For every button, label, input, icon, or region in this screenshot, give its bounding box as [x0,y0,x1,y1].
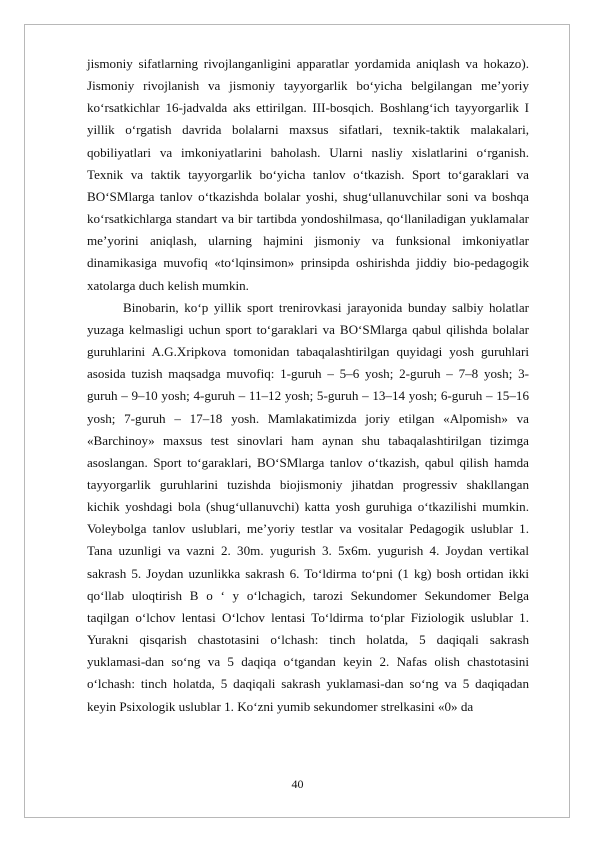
page-number: 40 [291,777,304,791]
paragraph: Binobarin, ko‘p yillik sport trenirovkasi jarayonida bunday salbiy holatlar yuzaga kelmasligi uchun sport to‘garaklari va BO‘SMlarga qabul qilishda bolalar guruhlarini A.G.Xripkova tomonidan tabaqalashtirilgan quyidagi yosh guruhlari asosida tuzish maqsadga muvofiq: 1-guruh – 5–6 yosh; 2-guruh – 7–8 yosh; 3-guruh – 9–10 yosh; 4-guruh – 11–12 yosh; 5-guruh – 13–14 yosh; 6-guruh – 15–16 yosh; 7-guruh – 17–18 yosh. Mamlakatimizda joriy etilgan «Alpomish» va «Barchinoy» maxsus test sinovlari ham aynan shu tabaqalashtirilgan tizimga asoslangan. Sport to‘garaklari, BO‘SMlarga tanlov o‘tkazish, qabul qilish hamda tayyorgarlik guruhlarini tuzishda biojismoniy jihatdan progressiv shakllangan kichik yoshdagi bola (shug‘ullanuvchi) katta yosh guruhiga o‘tkazilishi mumkin. Voleybolga tanlov uslublari, me’yoriy testlar va vositalar Pedagogik uslublar 1. Tana uzunligi va vazni 2. 30m. yugurish 3. 5x6m. yugurish 4. Joydan vertikal sakrash 5. Joydan uzunlikka sakrash 6. To‘ldirma to‘pni (1 kg) bosh ortidan ikki qo‘llab uloqtirish B o ‘ y o‘lchagich, tarozi Sekundomer Sekundomer Belga taqilgan o‘lchov lentasi O‘lchov lentasi To‘ldirma to‘plar Fiziologik uslublar 1. Yurakni qisqarish chastotasini o‘lchash: tinch holatda, 5 daqiqali sakrash yuklamasi-dan so‘ng va 5 daqiqa o‘tgandan keyin 2. Nafas olish chastotasini o‘lchash: tinch holatda, 5 daqiqali sakrash yuklamasi-dan so‘ng va 5 daqiqadan keyin Psixologik uslublar 1. Ko‘zni yumib sekundomer strelkasini «0» da [87,299,529,714]
paragraph: jismoniy sifatlarning rivojlanganligini apparatlar yordamida aniqlash va hokazo). Jismoniy rivojlanish va jismoniy tayyorgarlik bo‘yicha belgilangan me’yoriy ko‘rsatkichlar 16-jadvalda aks ettirilgan. III-bosqich. Boshlang‘ich tayyorgarlik I yillik o‘rgatish davrida bolalarni maxsus sifatlari, texnik-taktik malakalari, qobiliyatlari va imkoniyatlarini baholash. Ularni nasliy xislatlarini o‘rganish. Texnik va taktik tayyorgarlik bo‘yicha tanlov o‘tkazish. Sport to‘garaklari va BO‘SMlarga tanlov o‘tkazishda bolalar yoshi, shug‘ullanuvchilar soni va boshqa ko‘rsatkichlarga standart va bir tartibda yondoshilmasa, qo‘llaniladigan yuklamalar me’yorini aniqlash, ularning hajmini jismoniy va funksional imkoniyatlar dinamikasiga muvofiq «to‘lqinsimon» prinsipda oshirishda jiddiy bio-pedagogik xatolarga duch kelish mumkin. [87,56,529,293]
body-text [87,53,529,718]
